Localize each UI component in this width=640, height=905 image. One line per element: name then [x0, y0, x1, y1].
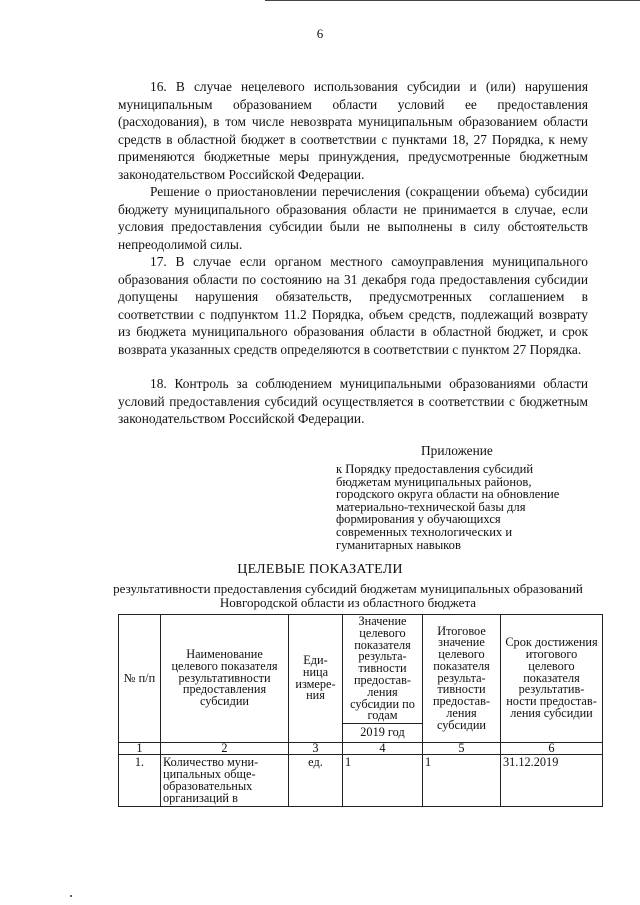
header-value: Значение целевого показателя результа- тивности предостав- ления субсидии по годам	[343, 615, 423, 724]
header-total: Итоговое значение целевого показателя результа- тивности предостав- ления субсидии	[423, 615, 501, 743]
column-number: 3	[289, 743, 343, 755]
column-number: 4	[343, 743, 423, 755]
targets-title: ЦЕЛЕВЫЕ ПОКАЗАТЕЛИ	[237, 562, 403, 577]
row-name: Количество муни- ципальных обще- образовательных организаций в	[161, 755, 289, 807]
appendix-text: к Порядку предоставления субсидий бюджетам муниципальных районов, городского округа области на обновление материально-технической базы для формирования у обучающихся современных технологических и гуманитарных навыков	[336, 462, 560, 552]
header-name: Наименование целевого показателя результативности предоставления субсидии	[161, 615, 289, 743]
paragraph-text: Решение о приостановлении перечисления (сокращении объема) субсидии бюджету муниципального образования области не принимается в случае, если условия предоставления субсидии были не выполнены в силу обстоятельств непреодолимой силы.	[118, 184, 588, 252]
page-number: 6	[316, 26, 324, 41]
paragraph-text: 16. В случае нецелевого использования субсидии и (или) нарушения муниципальным образованием области условий ее предоставления (расходования), в том числе невозврата муниципальным образованием области средств в областной бюджет в соответствии с пунктами 18, 27 Порядка, к нему применяются бюджетные меры принуждения, предусмотренные бюджетным законодательством Российской Федерации.	[118, 79, 588, 182]
paragraph-18	[118, 375, 588, 428]
appendix-title: Приложение	[421, 443, 493, 458]
targets-subtitle: результативности предоставления субсидий бюджетам муниципальных образований Новгородской области из областного бюджета	[113, 581, 583, 610]
column-number: 1	[119, 743, 161, 755]
row-total: 1	[423, 755, 501, 807]
table-column-numbers	[119, 743, 603, 755]
row-unit: ед.	[289, 755, 343, 807]
header-num: № п/п	[119, 615, 161, 743]
row-num: 1.	[119, 755, 161, 807]
top-rule	[265, 0, 640, 1]
column-number: 5	[423, 743, 501, 755]
table-row	[119, 755, 603, 807]
row-value: 1	[343, 755, 423, 807]
header-year: 2019 год	[343, 724, 423, 743]
header-deadline: Срок достижения итогового целевого показателя результатив- ности предостав- ления субсидии	[501, 615, 603, 743]
header-unit: Еди- ница измере- ния	[289, 615, 343, 743]
paragraph-17	[118, 253, 588, 358]
row-deadline: 31.12.2019	[501, 755, 603, 807]
paragraph-text: 18. Контроль за соблюдением муниципальными образованиями области условий предоставления субсидий осуществляется в соответствии с бюджетным законодательством Российской Федерации.	[118, 376, 588, 426]
paragraph-suspension	[118, 183, 588, 253]
table-header-row	[119, 615, 603, 724]
paragraph-16	[118, 78, 588, 183]
column-number: 6	[501, 743, 603, 755]
scan-mark	[70, 895, 72, 897]
paragraph-text: 17. В случае если органом местного самоуправления муниципального образования области по состоянию на 31 декабря года предоставления субсидии допущены нарушения обязательств, предусмотренных соглашением в соответствии с подпунктом 11.2 Порядка, объем средств, подлежащий возврату из бюджета муниципального образования области в областной бюджет, и срок возврата указанных средств определяются в соответствии с пунктом 27 Порядка.	[118, 254, 588, 357]
column-number: 2	[161, 743, 289, 755]
targets-table	[118, 614, 603, 807]
